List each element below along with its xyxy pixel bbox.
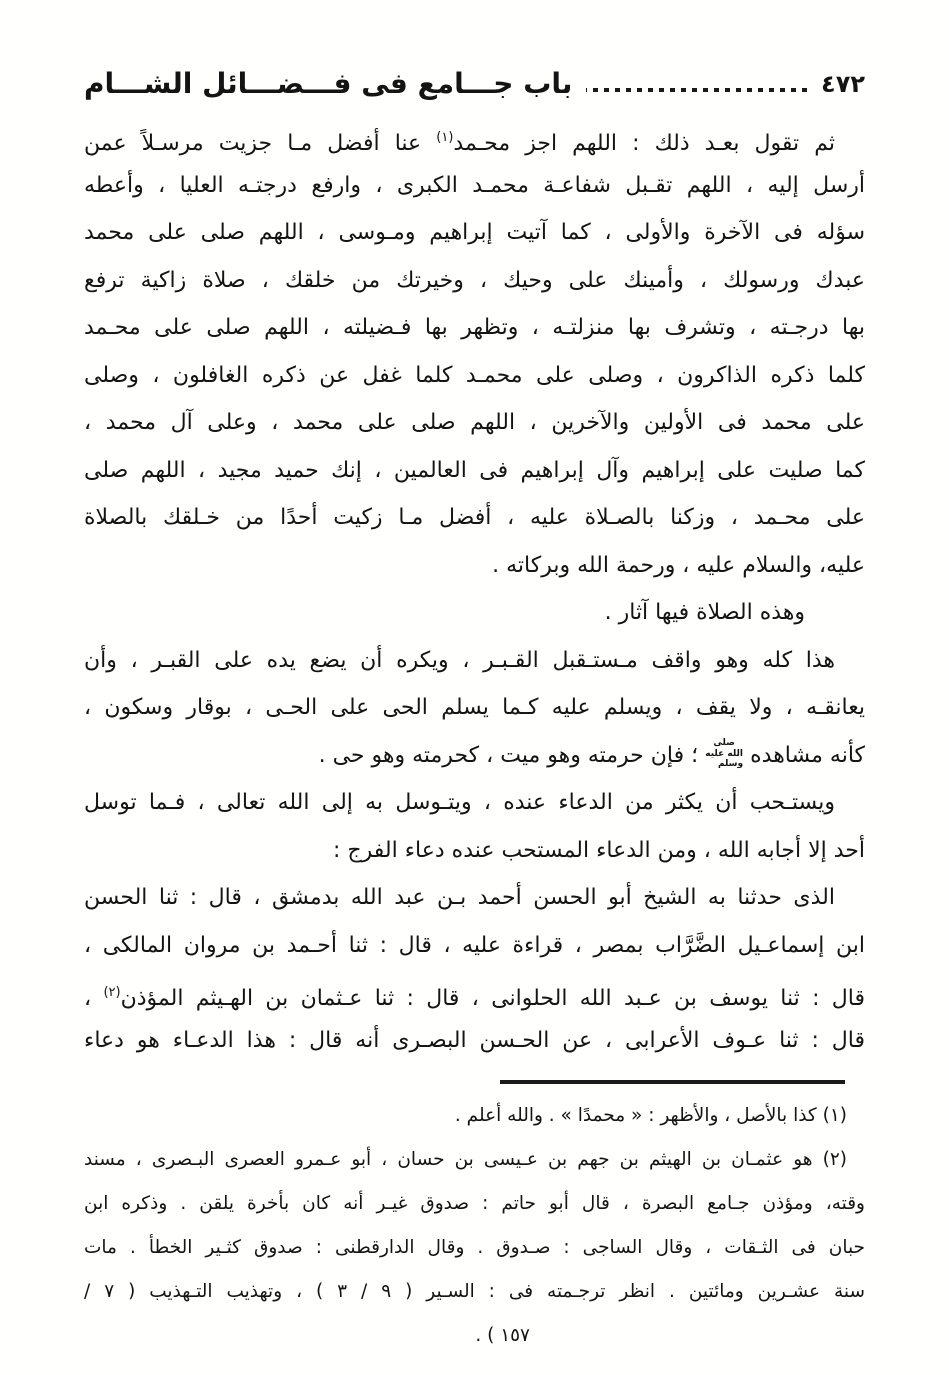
footnote-1: (١) كذا بالأصل ، والأظهر : « محمدًا » . والله أعلم .: [454, 1105, 847, 1126]
footnote-divider: [500, 1080, 845, 1084]
text-line: هذا كله وهو واقف مـستـقبل القـبـر ، ويكره أن يضع يده على القبـر ، وأن: [84, 647, 835, 673]
page-header: [84, 50, 865, 102]
paragraph-isnad: [84, 874, 865, 1064]
page-number: ٤٧٢: [821, 70, 865, 98]
footnote-ref-2: (٢): [103, 985, 121, 1000]
text-line: وهذه الصلاة فيها آثار .: [604, 600, 805, 625]
text-line: كلما ذكره الذاكرون ، وصلى على محمـد كلما غفل عن ذكره الغافلون ، وصلى: [84, 362, 865, 388]
text-segment: ؛ فإن حرمته وهو ميت ، كحرمته وهو حى .: [318, 742, 706, 768]
footnote-line: وقته، ومؤذن جـامع البصرة ، قال أبو حاتم : صدوق غيـر أنه كان بأخرة يلقن . وذكره ابن: [84, 1193, 865, 1214]
text-line: [84, 969, 865, 1017]
text-line: على محـمد ، وزكنا بالصـلاة عليه ، أفضل مـا زكيت أحدًا من خـلقك بالصلاة: [84, 505, 865, 530]
text-line: بها درجـته ، وتشرف بها منزلتـه ، وتظهر بها فـضيلته ، اللهم صلى على محـمد: [84, 315, 865, 340]
footnote-line: حبان فى الثـقات ، وقال الساجى : صـدوق . وقال الدارقطنى : صدوق كثـير الخطأ . مات: [84, 1237, 865, 1258]
footnote-2: [84, 1138, 865, 1358]
pbuh-honorific-medallion: صلى الله عليه وسلم: [705, 738, 744, 770]
paragraph-dua-recommendation: [84, 779, 865, 874]
text-line: سؤله فى الآخرة والأولى ، كما آتيت إبراهيم ومـوسى ، اللهم صلى على محمد: [84, 220, 865, 245]
text-line: قال : ثنا عـوف الأعرابى ، عن الحـسن البصـرى أنه قال : هذا الدعـاء هو دعاء: [84, 1027, 865, 1053]
text-line: [84, 114, 865, 162]
paragraph-dua: [84, 114, 865, 589]
text-line: عليه، والسلام عليه ، ورحمة الله وبركاته .: [492, 552, 865, 578]
chapter-title: باب جـــامع فى فـــضـــائل الشـــام: [84, 66, 573, 100]
paragraph-grave-etiquette: [84, 637, 865, 780]
text-segment: قال : ثنا يوسف بن عـبد الله الحلوانى ، قال : ثنا عـثمان بن الهـيثم المؤذن: [120, 986, 865, 1011]
main-text: [84, 114, 865, 1064]
text-line: كما صليت على إبراهيم وآل إبراهيم فى العالمين ، إنك حميد مجيد ، اللهم صلى: [84, 457, 865, 483]
text-line: أحد إلا أجابه الله ، ومن الدعاء المستحب عنده دعاء الفرج :: [333, 837, 865, 863]
text-segment: ،: [84, 986, 104, 1011]
text-segment: ثم تقول بعـد ذلك : اللهم اجز محـمد: [453, 131, 835, 156]
text-segment: عنا أفضل مـا جزيت مرسـلاً عمن: [84, 131, 437, 156]
text-segment: كأنه مشاهده: [743, 742, 865, 768]
footnote-ref-1: (١): [436, 130, 454, 145]
footnotes-section: [84, 1094, 865, 1358]
text-line: ويستـحب أن يكثر من الدعاء عنده ، ويتـوسل به إلى الله تعالى ، فـما توسل: [84, 790, 835, 815]
text-line: ابن إسماعـيل الضَّرَّاب بمصر ، قراءة عليه ، قال : ثنا أحـمد بن مروان المالكى ،: [84, 932, 865, 958]
paragraph-athar-note: [84, 589, 865, 637]
text-line: أرسل إليه ، اللهم تقـبل شفاعـة محمـد الكبرى ، وارفع درجتـه العليا ، وأعطه: [84, 172, 865, 198]
footnote-line: ١٥٧ ) .: [475, 1325, 530, 1346]
text-line: الذى حدثنا به الشيخ أبو الحسن أحمد بـن عبد الله بدمشق ، قال : ثنا الحسن: [84, 885, 835, 910]
text-line: على محمد فى الأولين والآخرين ، اللهم صلى على محمد ، وعلى آل محمد ،: [84, 410, 865, 435]
text-line: عبدك ورسولك ، وأمينك على وحيك ، وخيرتك من خلقك ، صلاة زاكية ترفع: [84, 267, 865, 293]
footnote-line: (٢) هو عثمـان بن الهيثم بن جهم بن عـيسى بن حسان ، أبو عـمرو العصرى البـصرى ، مسند: [84, 1149, 847, 1170]
text-line: يعانقـه ، ولا يقف ، ويسلم عليه كـما يسلم الحى على الحـى ، بوقار وسكون ،: [84, 695, 865, 720]
footnote-line: سنة عشـرين ومائتين . انظر ترجـمته فى : السـير ( ٩ / ٣ ) ، وتهذيب التـهذيب ( ٧ /: [84, 1281, 865, 1302]
dotted-leader: [586, 88, 807, 92]
text-line: [84, 732, 865, 780]
